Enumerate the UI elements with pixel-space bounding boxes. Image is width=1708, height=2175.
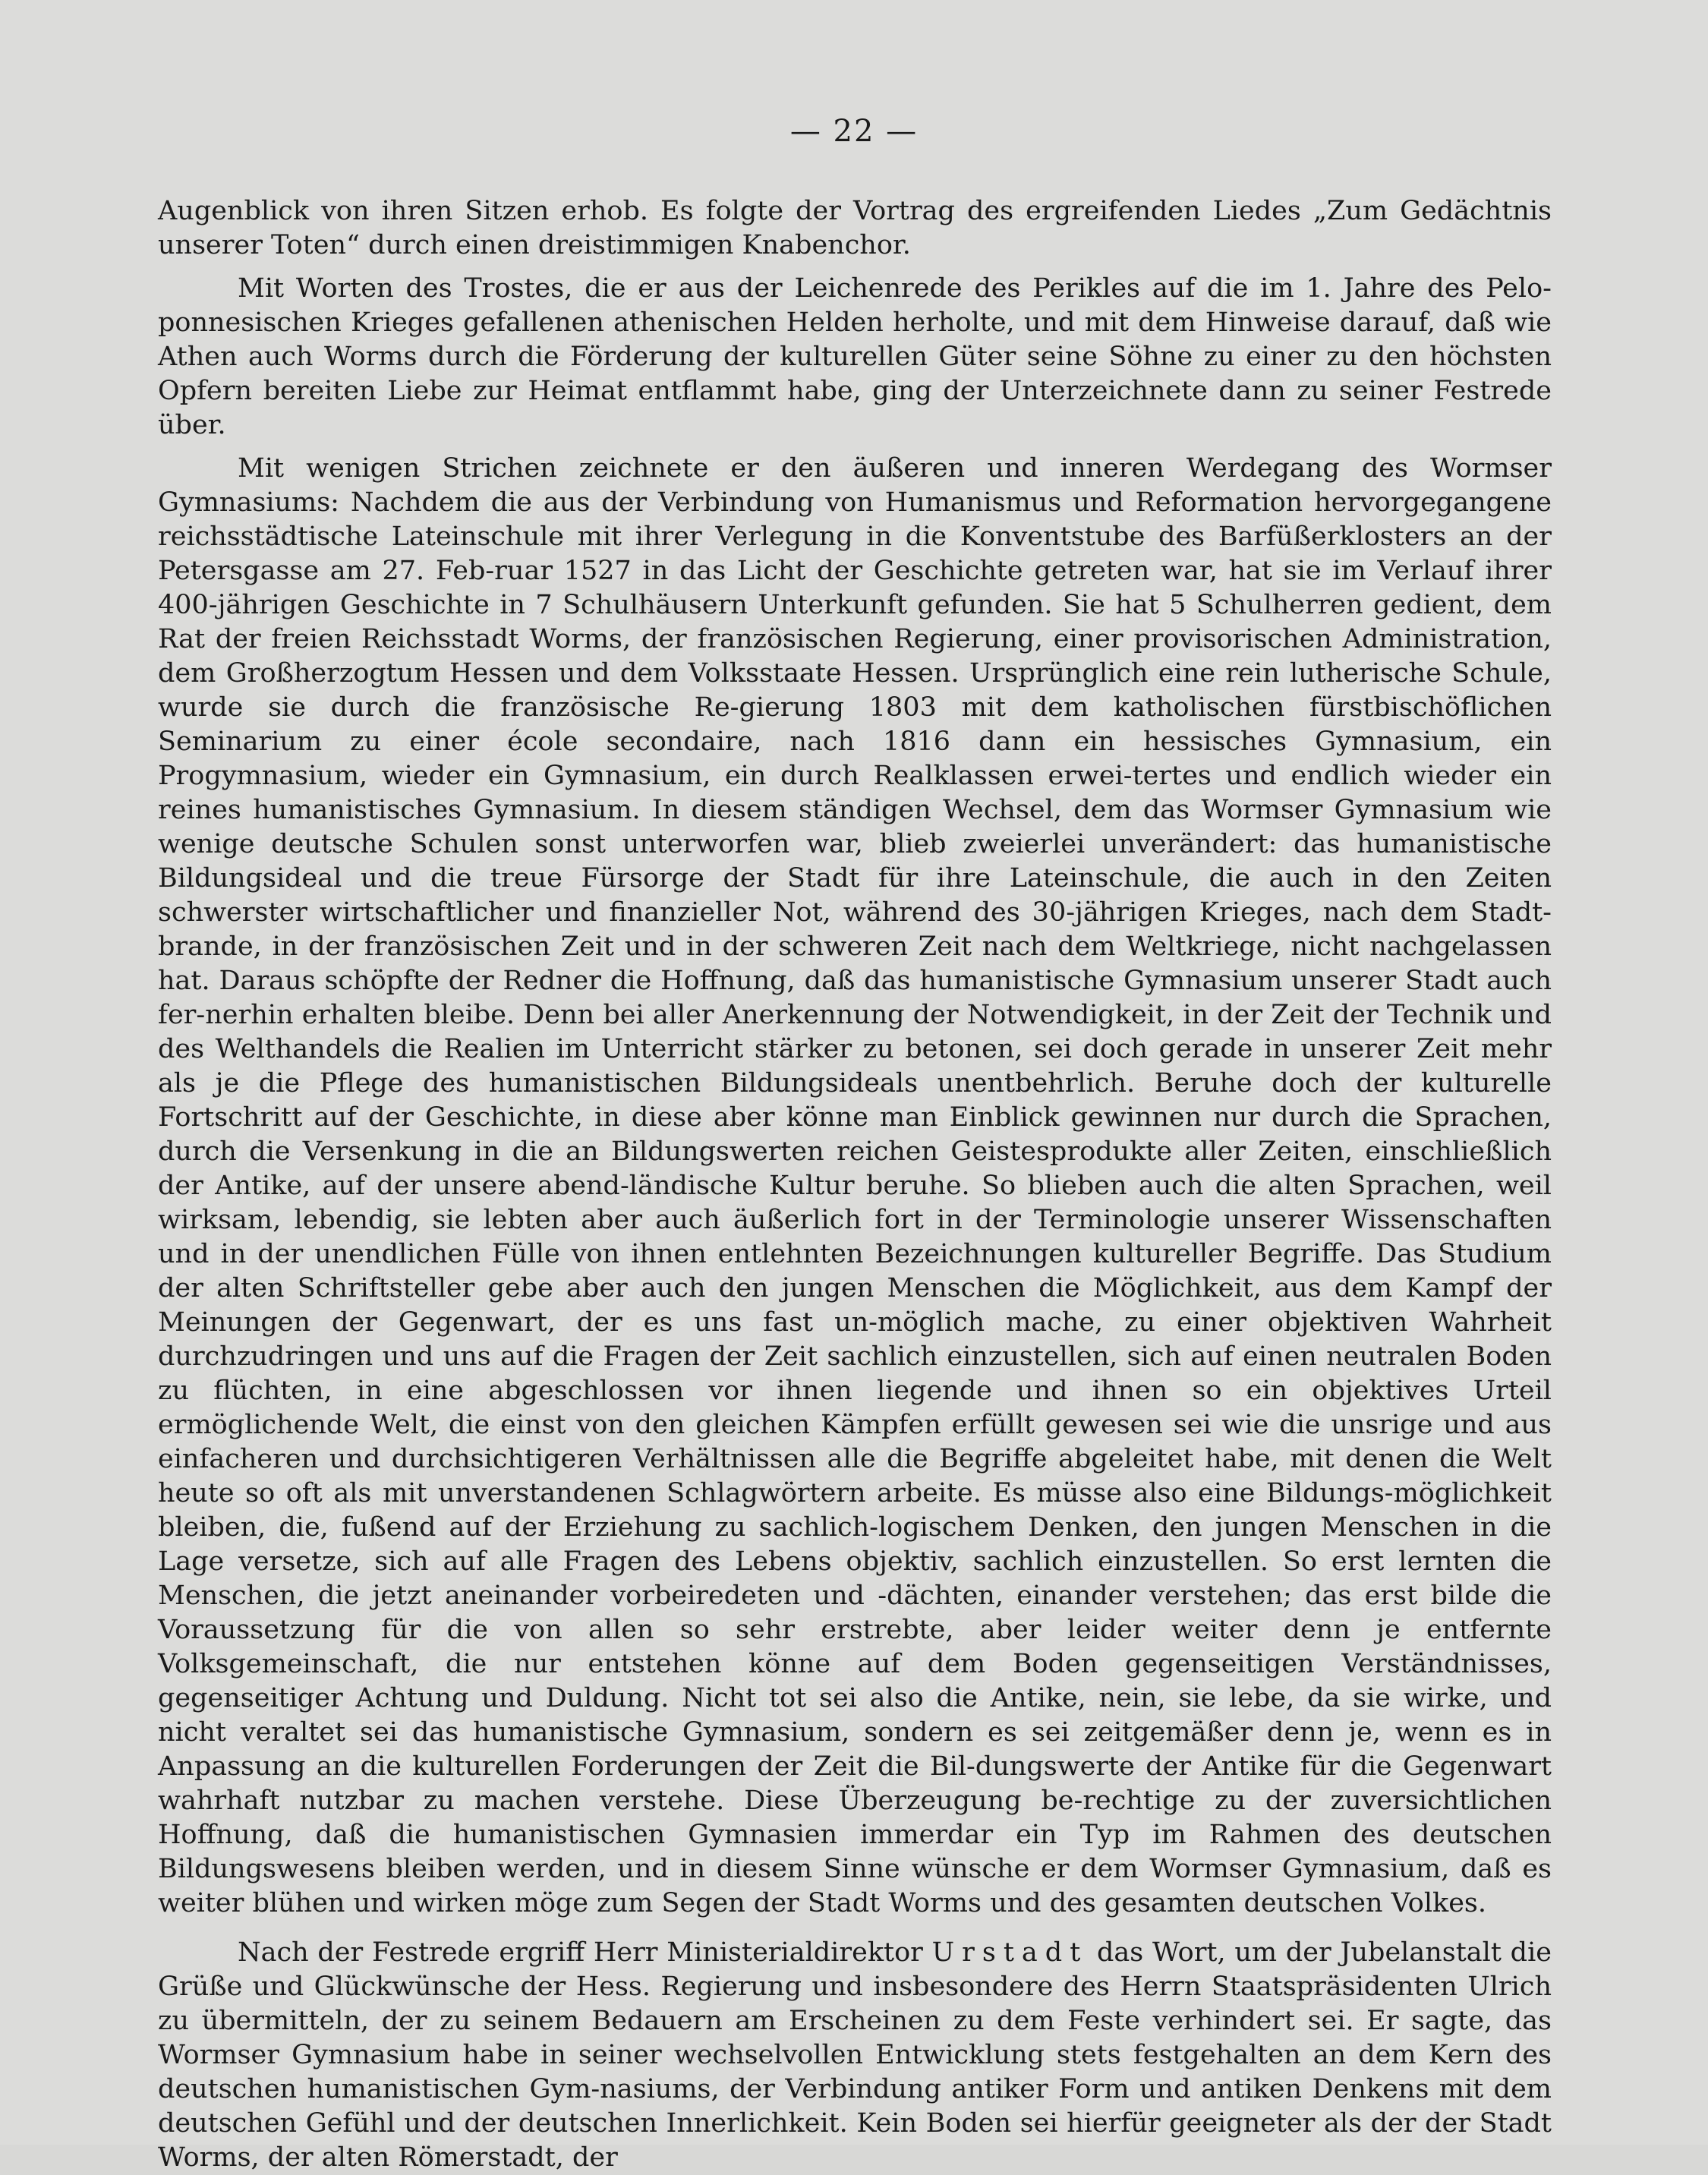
paragraph-continuation: Augenblick von ihren Sitzen erhob. Es folgte der Vortrag des ergreifenden Liedes „Zum Gedächtnis unserer Toten“ durch einen dreistimmigen Knabenchor. bbox=[158, 196, 1552, 260]
paragraph-festrede: Mit wenigen Strichen zeichnete er den äußeren und inneren Werdegang des Wormser Gymnasiums: Nachdem die aus der Verbindung von Humanismus und Reformation hervorgegangene reichsstädtische Lateinschule mit ihrer Verlegung in die Konventstube des Barfüßerklosters an der Petersgasse am 27. Feb-ruar 1527 in das Licht der Geschichte getreten war, hat sie im Verlauf ihrer 400-jährigen Geschichte in 7 Schulhäusern Unterkunft gefunden. Sie hat 5 Schulherren gedient, dem Rat der freien Reichsstadt Worms, der französischen Regierung, einer provisorischen Administration, dem Großherzogtum Hessen und dem Volksstaate Hessen. Ursprünglich eine rein lutherische Schule, wurde sie durch die französische Re-gierung 1803 mit dem katholischen fürstbischöflichen Seminarium zu einer école secondaire, nach 1816 dann ein hessisches Gymnasium, ein Progymnasium, wieder ein Gymnasium, ein durch Realklassen erwei-tertes und endlich wieder ein reines humanistisches Gymnasium. In diesem ständigen Wechsel, dem das Wormser Gymnasium wie wenige deutsche Schulen sonst unterworfen war, blieb zweierlei unverändert: das humanistische Bildungsideal und die treue Fürsorge der Stadt für ihre Lateinschule, die auch in den Zeiten schwerster wirtschaftlicher und finanzieller Not, während des 30-jährigen Krieges, nach dem Stadt-brande, in der französischen Zeit und in der schweren Zeit nach dem Weltkriege, nicht nachgelassen hat. Daraus schöpfte der Redner die Hoffnung, daß das humanistische Gymnasium unserer Stadt auch fer-nerhin erhalten bleibe. Denn bei aller Anerkennung der Notwendigkeit, in der Zeit der Technik und des Welthandels die Realien im Unterricht stärker zu betonen, sei doch gerade in unserer Zeit mehr als je die Pflege des humanistischen Bildungsideals unentbehrlich. Beruhe doch der kulturelle Fortschritt auf der Geschichte, in diese aber könne man Einblick gewinnen nur durch die Sprachen, durch die Versenkung in die an Bildungswerten reichen Geistesprodukte aller Zeiten, einschließlich der Antike, auf der unsere abend-ländische Kultur beruhe. So blieben auch die alten Sprachen, weil wirksam, lebendig, sie lebten aber auch äußerlich fort in der Terminologie unserer Wissenschaften und in der unendlichen Fülle von ihnen entlehnten Bezeichnungen kultureller Begriffe. Das Studium der alten Schriftsteller gebe aber auch den jungen Menschen die Möglichkeit, aus dem Kampf der Meinungen der Gegenwart, der es uns fast un-möglich mache, zu einer objektiven Wahrheit durchzudringen und uns auf die Fragen der Zeit sachlich einzustellen, sich auf einen neutralen Boden zu flüchten, in eine abgeschlossen vor ihnen liegende und ihnen so ein objektives Urteil ermöglichende Welt, die einst von den gleichen Kämpfen erfüllt gewesen sei wie die unsrige und aus einfacheren und durchsichtigeren Verhältnissen alle die Begriffe abgeleitet habe, mit denen die Welt heute so oft als mit unverstandenen Schlagwörtern arbeite. Es müsse also eine Bildungs-möglichkeit bleiben, die, fußend auf der Erziehung zu sachlich-logischem Denken, den jungen Menschen in die Lage versetze, sich auf alle Fragen des Lebens objektiv, sachlich einzustellen. So erst lernten die Menschen, die jetzt aneinander vorbeiredeten und -dächten, einander verstehen; das erst bilde die Voraussetzung für die von allen so sehr erstrebte, aber leider weiter denn je entfernte Volksgemeinschaft, die nur entstehen könne auf dem Boden gegenseitigen Verständnisses, gegenseitiger Achtung und Duldung. Nicht tot sei also die Antike, nein, sie lebe, da sie wirke, und nicht veraltet sei das humanistische Gymnasium, sondern es sei zeitgemäßer denn je, wenn es in Anpassung an die kulturellen Forderungen der Zeit die Bil-dungswerte der Antike für die Gegenwart wahrhaft nutzbar zu machen verstehe. Diese Überzeugung be-rechtige zu der zuversichtlichen Hoffnung, daß die humanistischen Gymnasien immerdar ein Typ im Rahmen des deutschen Bildungswesens bleiben werden, und in diesem Sinne wünsche er dem Wormser Gymnasium, daß es weiter blühen und wirken möge zum Segen der Stadt Worms und des gesamten deutschen Volkes. bbox=[158, 453, 1552, 1918]
page-number: — 22 — bbox=[789, 114, 919, 149]
paragraph-urstadt-intro: Nach der Festrede ergriff Herr Ministerialdirektor bbox=[238, 1937, 923, 1968]
paragraph-perikles: Mit Worten des Trostes, die er aus der Leichenrede des Perikles auf die im 1. Jahre des Pelo-ponnesischen Krieges gefallenen athenischen Helden herholte, und mit dem Hinweise darauf, daß wie Athen auch Worms durch die Förderung der kulturellen Güter seine Söhne zu einer zu den höchsten Opfern bereiten Liebe zur Heimat entflammt habe, ging der Unterzeichnete dann zu seiner Festrede über. bbox=[158, 273, 1552, 440]
paragraph-urstadt bbox=[158, 1936, 1552, 2175]
body-text bbox=[158, 194, 1552, 2175]
paragraph-urstadt-body: das Wort, um der Jubelanstalt die Grüße und Glückwünsche der Hess. Regierung und insbesondere des Herrn Staatspräsidenten Ulrich zu übermitteln, der zu seinem Bedauern am Erscheinen zu dem Feste verhindert sei. Er sagte, das Wormser Gymnasium habe in seiner wechselvollen Entwicklung stets festgehalten an dem Kern des deutschen humanistischen Gym-nasiums, der Verbindung antiker Form und antiken Denkens mit dem deutschen Gefühl und der deutschen Innerlichkeit. Kein Boden sei hierfür geeigneter als der der Stadt Worms, der alten Römerstadt, der bbox=[158, 1937, 1552, 2173]
person-name-urstadt: Urstadt bbox=[931, 1937, 1089, 1968]
